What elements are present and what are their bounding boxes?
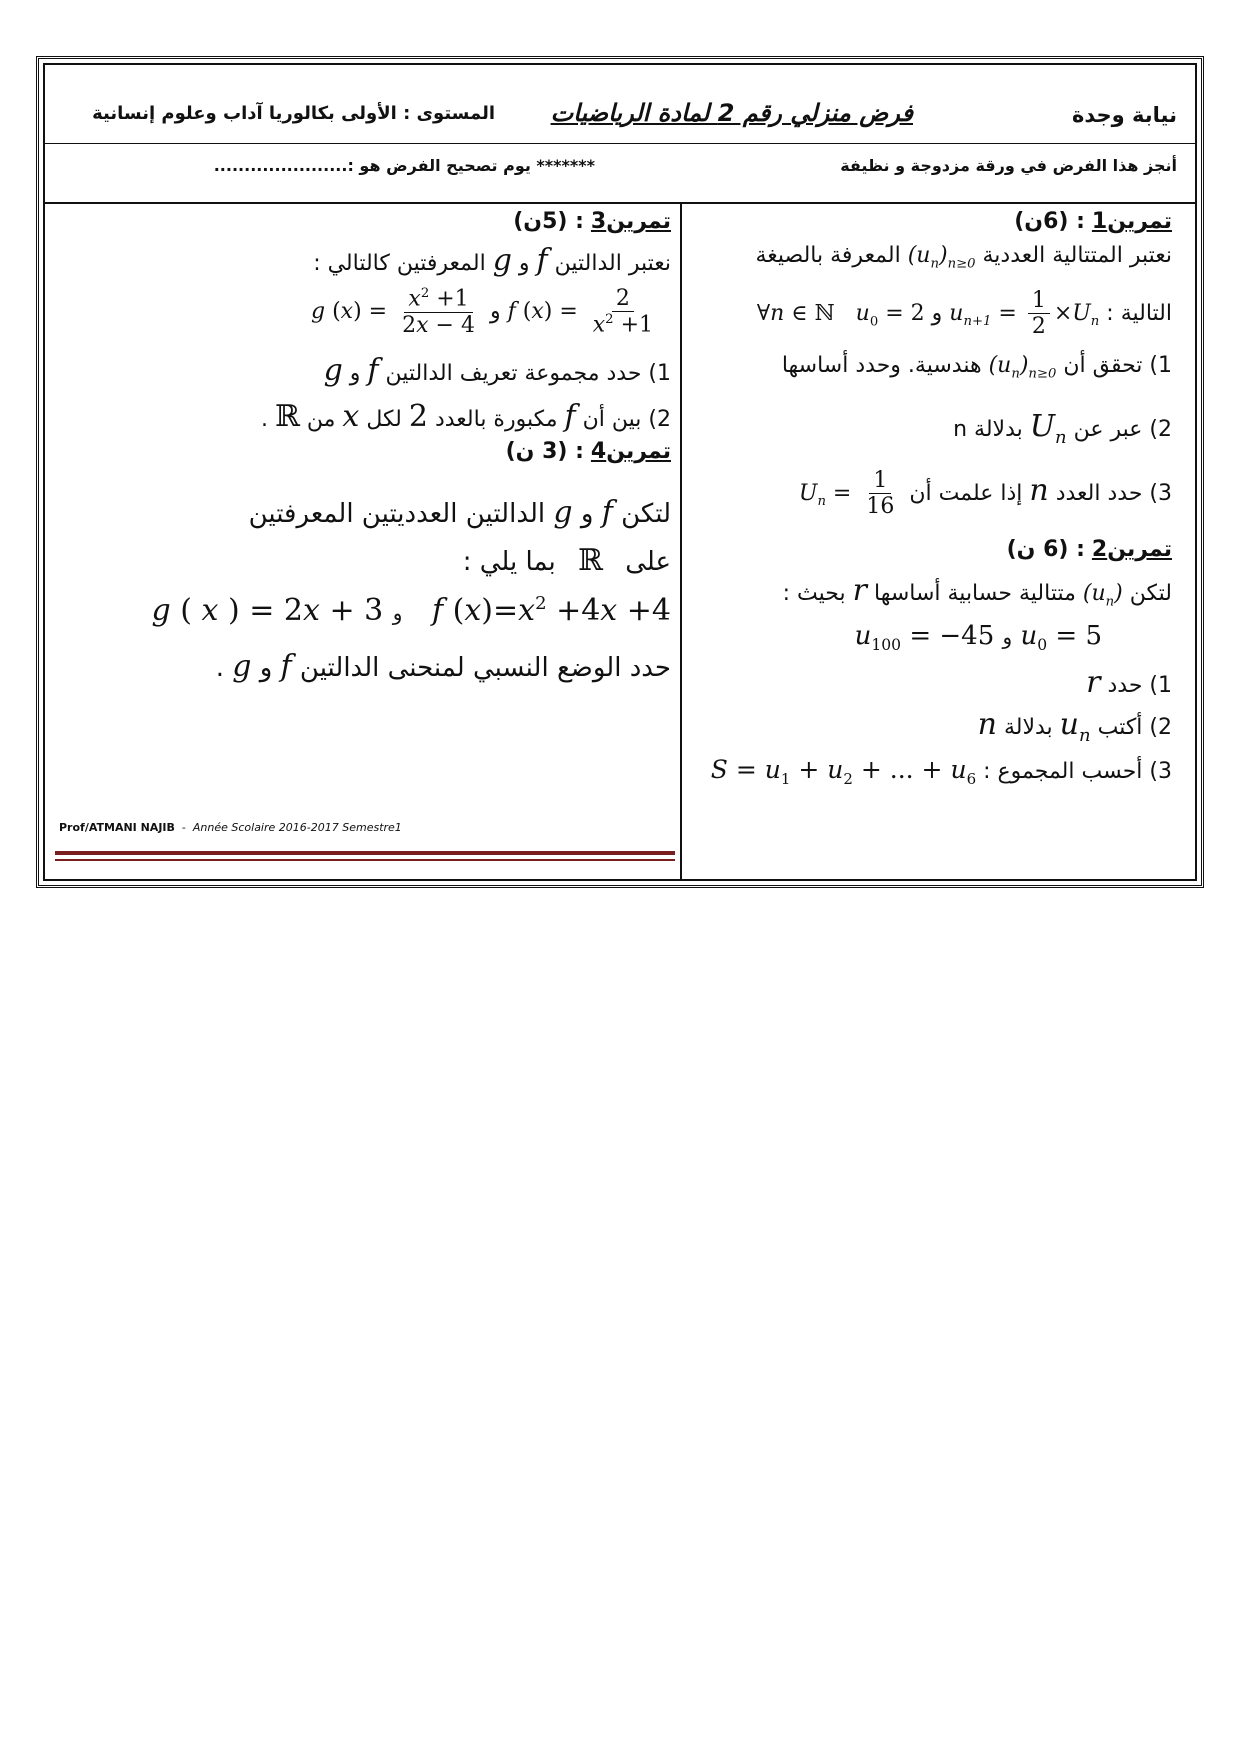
ex2-u0-formula: $u_0 = 5$	[1020, 621, 1102, 655]
ex4-f-formula: f $(x)=x^2 +4x +4$	[432, 593, 671, 628]
ex3-q2-x: x	[342, 399, 360, 434]
ex2-q3	[690, 754, 1172, 802]
ex4-text: .	[215, 653, 224, 683]
ex3-q1	[57, 352, 671, 398]
ex3-q2-bound: 2	[408, 399, 428, 434]
ex2-q2-n: n	[977, 707, 997, 742]
ex3-q1-g: g	[323, 353, 343, 388]
ex4-text: و	[392, 601, 403, 625]
ex1-line1	[690, 242, 1172, 288]
ex1-text: إذا علمت أن	[909, 480, 1023, 506]
exam-sheet	[36, 56, 1204, 888]
ex4-q-f: f	[280, 649, 292, 684]
ex1-heading	[690, 208, 1172, 242]
ex1-q3	[690, 468, 1172, 536]
ex1-text: نعتبر المتتالية العددية	[982, 243, 1172, 268]
ex2-title: تمرين2	[1091, 537, 1172, 562]
ex1-q3-n: n	[1029, 472, 1049, 508]
ex3-q2-f: f	[564, 399, 576, 434]
left-column	[57, 208, 671, 698]
ex2-text: 2) أكتب	[1097, 715, 1172, 740]
level-label: المستوى : الأولى بكالوريا آداب وعلوم إنسانية	[92, 103, 495, 124]
ex2-sum-formula: $S = u_1 + u_2$ + ... + $u_6$	[710, 755, 977, 788]
ex3-text: لكل	[366, 407, 402, 432]
ex1-sequence-formula: $(u_n)_{n\ge 0}$	[907, 243, 976, 272]
ex4-f: f	[601, 495, 613, 530]
ex1-line2	[690, 288, 1172, 352]
ex1-title: تمرين1	[1091, 209, 1172, 234]
ex3-title: تمرين3	[590, 209, 671, 234]
region-label: نيابة وجدة	[1072, 103, 1177, 127]
ex3-f: f	[536, 243, 548, 278]
ex1-text: التالية :	[1106, 300, 1172, 326]
ex2-text: متتالية حسابية أساسها	[873, 581, 1076, 606]
ex4-line2	[57, 542, 671, 592]
header-divider	[45, 143, 1195, 144]
ex4-g-formula: g ( x ) = 2x + 3	[151, 593, 384, 628]
ex1-text: المعرفة بالصيغة	[755, 243, 901, 268]
ex3-points: : (5ن)	[513, 209, 584, 234]
ex1-text: 3) حدد العدد	[1055, 480, 1172, 506]
ex3-line1	[57, 242, 671, 286]
ex2-ratio-r: r	[852, 573, 867, 608]
footer-bar	[55, 851, 675, 861]
ex1-q2	[690, 408, 1172, 468]
exam-header	[45, 65, 1195, 204]
ex3-q2-R: ℝ	[274, 399, 300, 434]
exam-title: فرض منزلي رقم 2 لمادة الرياضيات	[550, 99, 913, 127]
ex3-text: 2) بين أن	[582, 407, 671, 432]
ex1-q2-formula: $U_n$	[1029, 409, 1067, 448]
ex4-question	[57, 648, 671, 698]
ex2-text: بحيث :	[782, 581, 846, 606]
ex4-points: : (3 ن)	[505, 439, 584, 464]
ex3-text: المعرفتين كالتالي :	[313, 251, 486, 276]
ex2-line1	[690, 572, 1172, 620]
ex3-definitions	[57, 286, 671, 352]
ex4-text: و	[580, 499, 594, 529]
ex3-heading	[57, 208, 671, 242]
ex2-heading	[690, 536, 1172, 572]
ex1-text: 1) تحقق أن	[1063, 353, 1172, 378]
ex1-points: : (6ن)	[1014, 209, 1085, 234]
ex4-definitions	[57, 592, 671, 648]
ex4-R: ℝ	[578, 543, 603, 578]
ex2-line2	[690, 620, 1172, 664]
ex1-recurrence-formula: $u_{n+1}$ = $\frac{1}{2}$ $\times U_n$	[949, 288, 1100, 340]
ex4-line1	[57, 494, 671, 542]
ex3-g: g	[492, 243, 512, 278]
ex2-q2	[690, 706, 1172, 754]
ex3-text: 1) حدد مجموعة تعريف الدالتين	[385, 361, 671, 386]
ex3-q2	[57, 398, 671, 438]
ex4-text: لتكن	[621, 499, 671, 529]
ex1-text: بدلالة n	[953, 417, 1023, 442]
ex1-text: 2) عبر عن	[1073, 417, 1172, 442]
ex4-text: على	[625, 547, 671, 577]
ex3-text: .	[260, 407, 268, 432]
ex3-text: و	[349, 361, 361, 386]
correction-date-label: ******* يوم تصحيح الفرض هو :......................	[213, 156, 595, 175]
footer-author: Prof/ATMANI NAJIB	[59, 821, 175, 834]
ex3-text: مكبورة بالعدد	[434, 407, 558, 432]
ex3-text: و	[489, 298, 501, 324]
ex1-initial-formula: ∀n ∈ ℕ $u_0 = 2$	[756, 300, 925, 330]
ex4-text: الدالتين العدديتين المعرفتين	[248, 499, 546, 529]
ex4-text: بما يلي :	[462, 547, 556, 577]
ex2-text: 3) أحسب المجموع :	[983, 759, 1172, 784]
ex2-q1-r: r	[1086, 665, 1101, 700]
footer-credit	[59, 821, 402, 834]
ex2-text: لتكن	[1129, 581, 1172, 606]
instruction-label: أنجز هذا الفرض في ورقة مزدوجة و نظيفة	[840, 156, 1177, 175]
ex2-points: : (6 ن)	[1006, 537, 1085, 562]
ex1-text: هندسية. وحدد أساسها	[781, 353, 982, 378]
column-divider	[680, 204, 682, 879]
ex4-text: و	[259, 653, 273, 683]
ex4-title: تمرين4	[590, 439, 671, 464]
exam-frame	[43, 63, 1197, 881]
ex3-q1-f: f	[367, 353, 379, 388]
ex3-text: و	[518, 251, 530, 276]
ex1-q3-formula: $U_n$ = $\frac{1}{16}$	[798, 468, 895, 520]
ex4-g: g	[553, 495, 573, 530]
ex1-text: و	[931, 300, 943, 326]
ex4-text: حدد الوضع النسبي لمنحنى الدالتين	[299, 653, 671, 683]
ex3-text: من	[306, 407, 336, 432]
ex3-g-formula: g (x) = $\frac{x^2 +1}{2x - 4}$	[311, 286, 475, 338]
ex3-text: نعتبر الدالتين	[554, 251, 671, 276]
ex2-text: 1) حدد	[1107, 673, 1172, 698]
ex1-q1	[690, 352, 1172, 408]
ex4-q-g: g	[232, 649, 252, 684]
footer-separator: -	[181, 821, 186, 834]
ex4-heading	[57, 438, 671, 494]
ex2-q2-un: $u_n$	[1059, 707, 1091, 746]
ex2-text: بدلالة	[1003, 715, 1053, 740]
ex2-q1	[690, 664, 1172, 706]
ex2-sequence-formula: $(u_n)$	[1082, 581, 1123, 610]
ex1-q1-formula: $(u_n)_{n\ge 0}$	[988, 353, 1057, 382]
ex3-f-formula: f (x) = $\frac{2}{x^2 +1}$	[507, 286, 653, 338]
footer-year: Année Scolaire 2016-2017 Semestre1	[192, 821, 402, 834]
ex2-u100-formula: $u_{100} = -45$	[854, 621, 995, 655]
ex2-text: و	[1002, 625, 1013, 649]
right-column	[690, 208, 1172, 802]
